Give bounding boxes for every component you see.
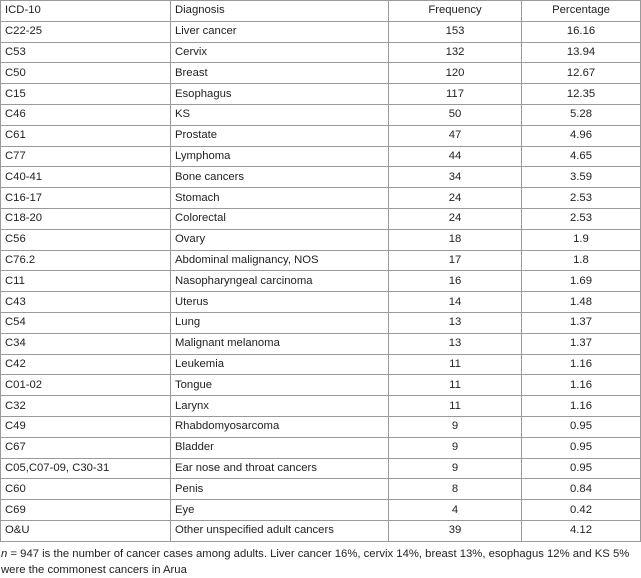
cell-frequency: 13 xyxy=(389,333,522,354)
table-row xyxy=(1,271,641,292)
table-row xyxy=(1,500,641,521)
cell-frequency: 34 xyxy=(389,167,522,188)
cell-icd: C53 xyxy=(1,42,171,63)
cell-frequency: 47 xyxy=(389,125,522,146)
cell-percentage: 0.95 xyxy=(522,458,641,479)
table-row xyxy=(1,437,641,458)
cell-diagnosis: Esophagus xyxy=(171,84,389,105)
table-row xyxy=(1,250,641,271)
cell-percentage: 3.59 xyxy=(522,167,641,188)
cell-icd: C18-20 xyxy=(1,208,171,229)
cell-diagnosis: Breast xyxy=(171,63,389,84)
cell-frequency: 153 xyxy=(389,21,522,42)
table-header-row xyxy=(1,1,641,22)
cell-frequency: 9 xyxy=(389,458,522,479)
cell-icd: C54 xyxy=(1,312,171,333)
cell-percentage: 4.65 xyxy=(522,146,641,167)
cell-frequency: 16 xyxy=(389,271,522,292)
cell-diagnosis: Penis xyxy=(171,479,389,500)
cell-frequency: 11 xyxy=(389,375,522,396)
cell-frequency: 24 xyxy=(389,188,522,209)
table-row xyxy=(1,354,641,375)
cell-icd: C61 xyxy=(1,125,171,146)
cell-percentage: 1.48 xyxy=(522,292,641,313)
table-row xyxy=(1,375,641,396)
cell-diagnosis: Lung xyxy=(171,312,389,333)
table-row xyxy=(1,312,641,333)
cell-percentage: 0.95 xyxy=(522,416,641,437)
cell-diagnosis: Stomach xyxy=(171,188,389,209)
table-row xyxy=(1,333,641,354)
cell-icd: C05,C07-09, C30-31 xyxy=(1,458,171,479)
table-row xyxy=(1,479,641,500)
cell-icd: C69 xyxy=(1,500,171,521)
cell-icd: C22-25 xyxy=(1,21,171,42)
cell-icd: C34 xyxy=(1,333,171,354)
cell-icd: O&U xyxy=(1,520,171,541)
cell-icd: C56 xyxy=(1,229,171,250)
header-frequency: Frequency xyxy=(389,1,522,22)
cell-frequency: 44 xyxy=(389,146,522,167)
table-footnote xyxy=(0,542,638,578)
table-row xyxy=(1,396,641,417)
cell-icd: C42 xyxy=(1,354,171,375)
table-row xyxy=(1,167,641,188)
cell-percentage: 1.37 xyxy=(522,333,641,354)
table-row xyxy=(1,21,641,42)
cell-icd: C01-02 xyxy=(1,375,171,396)
cell-diagnosis: Prostate xyxy=(171,125,389,146)
table-body xyxy=(1,21,641,541)
cell-icd: C77 xyxy=(1,146,171,167)
cell-frequency: 8 xyxy=(389,479,522,500)
table-row xyxy=(1,42,641,63)
cell-icd: C15 xyxy=(1,84,171,105)
cell-icd: C32 xyxy=(1,396,171,417)
cell-diagnosis: Leukemia xyxy=(171,354,389,375)
cell-frequency: 132 xyxy=(389,42,522,63)
cell-diagnosis: Eye xyxy=(171,500,389,521)
cell-percentage: 16.16 xyxy=(522,21,641,42)
cell-icd: C40-41 xyxy=(1,167,171,188)
cell-frequency: 11 xyxy=(389,396,522,417)
cell-diagnosis: Other unspecified adult cancers xyxy=(171,520,389,541)
cell-frequency: 24 xyxy=(389,208,522,229)
cell-icd: C76.2 xyxy=(1,250,171,271)
cell-frequency: 13 xyxy=(389,312,522,333)
header-icd: ICD-10 xyxy=(1,1,171,22)
footnote-variable: n xyxy=(1,547,8,560)
table-row xyxy=(1,146,641,167)
cell-icd: C60 xyxy=(1,479,171,500)
cell-percentage: 5.28 xyxy=(522,104,641,125)
cell-percentage: 1.9 xyxy=(522,229,641,250)
cell-icd: C43 xyxy=(1,292,171,313)
cell-frequency: 117 xyxy=(389,84,522,105)
cell-percentage: 0.42 xyxy=(522,500,641,521)
header-percentage: Percentage xyxy=(522,1,641,22)
cell-diagnosis: Nasopharyngeal carcinoma xyxy=(171,271,389,292)
cell-diagnosis: Lymphoma xyxy=(171,146,389,167)
cell-percentage: 1.16 xyxy=(522,375,641,396)
cell-diagnosis: Larynx xyxy=(171,396,389,417)
cell-frequency: 50 xyxy=(389,104,522,125)
cell-diagnosis: KS xyxy=(171,104,389,125)
cell-percentage: 0.84 xyxy=(522,479,641,500)
header-diagnosis: Diagnosis xyxy=(171,1,389,22)
cell-diagnosis: Liver cancer xyxy=(171,21,389,42)
cell-frequency: 18 xyxy=(389,229,522,250)
cell-diagnosis: Bladder xyxy=(171,437,389,458)
cell-percentage: 1.69 xyxy=(522,271,641,292)
table-row xyxy=(1,125,641,146)
cell-diagnosis: Cervix xyxy=(171,42,389,63)
cell-icd: C11 xyxy=(1,271,171,292)
cell-diagnosis: Rhabdomyosarcoma xyxy=(171,416,389,437)
cell-percentage: 1.16 xyxy=(522,396,641,417)
table-row xyxy=(1,188,641,209)
table-row xyxy=(1,416,641,437)
cell-percentage: 2.53 xyxy=(522,188,641,209)
cell-percentage: 12.67 xyxy=(522,63,641,84)
cell-percentage: 1.8 xyxy=(522,250,641,271)
cell-frequency: 9 xyxy=(389,416,522,437)
cell-diagnosis: Malignant melanoma xyxy=(171,333,389,354)
cell-frequency: 17 xyxy=(389,250,522,271)
cell-frequency: 9 xyxy=(389,437,522,458)
table-row xyxy=(1,84,641,105)
table-row xyxy=(1,229,641,250)
cell-diagnosis: Abdominal malignancy, NOS xyxy=(171,250,389,271)
footnote-text: = 947 is the number of cancer cases among adults. Liver cancer 16%, cervix 14%, breast 13%, esophagus 12% and KS 5% were the commonest cancers in Arua xyxy=(1,547,630,576)
cell-percentage: 4.96 xyxy=(522,125,641,146)
cell-icd: C46 xyxy=(1,104,171,125)
cell-diagnosis: Colorectal xyxy=(171,208,389,229)
cell-diagnosis: Uterus xyxy=(171,292,389,313)
cell-percentage: 12.35 xyxy=(522,84,641,105)
cell-icd: C16-17 xyxy=(1,188,171,209)
cell-diagnosis: Ovary xyxy=(171,229,389,250)
table-row xyxy=(1,520,641,541)
cell-percentage: 13.94 xyxy=(522,42,641,63)
cell-percentage: 0.95 xyxy=(522,437,641,458)
cell-diagnosis: Tongue xyxy=(171,375,389,396)
cell-percentage: 2.53 xyxy=(522,208,641,229)
table-row xyxy=(1,208,641,229)
cell-diagnosis: Bone cancers xyxy=(171,167,389,188)
cell-frequency: 120 xyxy=(389,63,522,84)
cell-frequency: 14 xyxy=(389,292,522,313)
cell-icd: C67 xyxy=(1,437,171,458)
cell-icd: C50 xyxy=(1,63,171,84)
cell-icd: C49 xyxy=(1,416,171,437)
cell-percentage: 1.37 xyxy=(522,312,641,333)
cell-frequency: 11 xyxy=(389,354,522,375)
cell-percentage: 1.16 xyxy=(522,354,641,375)
table-row xyxy=(1,458,641,479)
cell-frequency: 39 xyxy=(389,520,522,541)
table-row xyxy=(1,104,641,125)
table-row xyxy=(1,292,641,313)
table-row xyxy=(1,63,641,84)
cell-diagnosis: Ear nose and throat cancers xyxy=(171,458,389,479)
cell-percentage: 4.12 xyxy=(522,520,641,541)
cell-frequency: 4 xyxy=(389,500,522,521)
